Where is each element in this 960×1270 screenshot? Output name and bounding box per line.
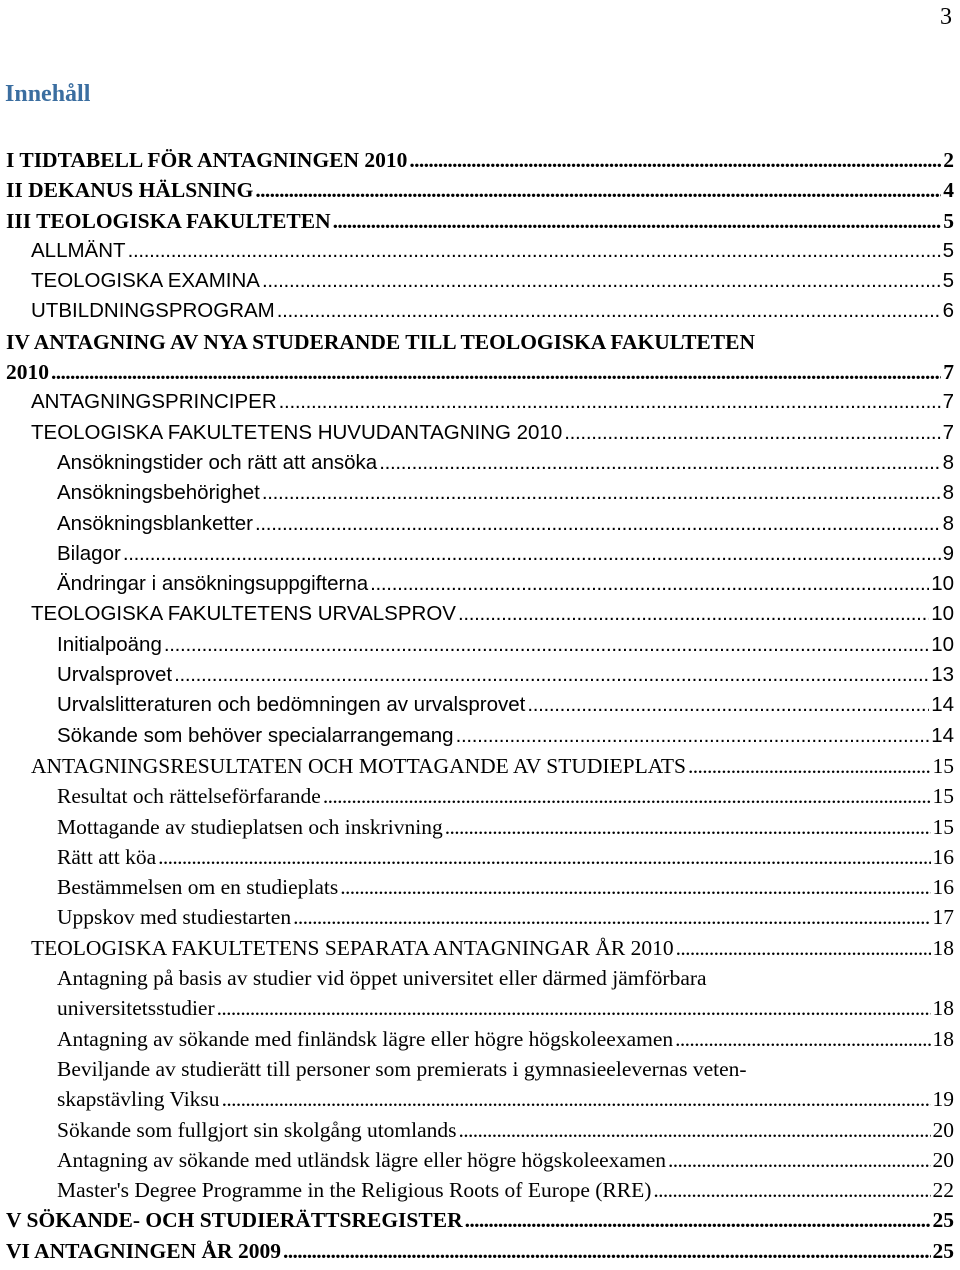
toc-entry-page: 25 xyxy=(932,1238,954,1263)
toc-entry[interactable] xyxy=(0,448,960,478)
toc-title: Innehåll xyxy=(5,81,91,107)
page-number: 3 xyxy=(940,4,952,30)
toc-entry[interactable] xyxy=(0,175,960,205)
toc-entry-text: Rätt att köa xyxy=(57,844,157,869)
toc-entry[interactable] xyxy=(0,569,960,599)
toc-entry-page: 14 xyxy=(931,693,954,717)
toc-entry-text: V SÖKANDE- OCH STUDIERÄTTSREGISTER xyxy=(6,1208,463,1233)
toc-entry[interactable] xyxy=(0,660,960,690)
toc-entry-page: 10 xyxy=(931,602,954,626)
toc-entry-text: Urvalsprovet xyxy=(57,663,173,687)
toc-entry[interactable] xyxy=(0,842,960,872)
dot-leader xyxy=(409,145,941,175)
toc-entry-page: 16 xyxy=(932,844,954,869)
toc-entry-text: Ansökningsblanketter xyxy=(57,511,254,535)
toc-entry-text: Ändringar i ansökningsuppgifterna xyxy=(57,572,369,596)
toc-entry-text: IV ANTAGNING AV NYA STUDERANDE TILL TEOLOGISKA FAKULTETEN xyxy=(6,329,755,354)
toc-entry[interactable] xyxy=(0,1054,960,1084)
toc-entry[interactable] xyxy=(0,266,960,296)
dot-leader xyxy=(370,569,929,599)
dot-leader xyxy=(379,448,940,478)
dot-leader xyxy=(51,357,941,387)
toc-entry-page: 7 xyxy=(942,420,954,444)
toc-entry-page: 22 xyxy=(932,1178,954,1203)
dot-leader xyxy=(255,175,941,205)
toc-entry-page: 9 xyxy=(942,541,954,565)
dot-leader xyxy=(653,1175,930,1205)
toc-entry-text: Sökande som fullgjort sin skolgång utomlands xyxy=(57,1117,457,1142)
toc-entry[interactable] xyxy=(0,418,960,448)
toc-entry[interactable] xyxy=(0,357,960,387)
toc-entry-text: TEOLOGISKA FAKULTETENS SEPARATA ANTAGNINGAR ÅR 2010 xyxy=(31,935,674,960)
toc-entry[interactable] xyxy=(0,1084,960,1114)
toc-entry[interactable] xyxy=(0,902,960,932)
toc-entry-page: 18 xyxy=(932,996,954,1021)
toc-entry-page: 17 xyxy=(932,905,954,930)
dot-leader xyxy=(527,690,929,720)
toc-entry[interactable] xyxy=(0,1175,960,1205)
dot-leader xyxy=(128,236,941,266)
toc-entry-text: Urvalslitteraturen och bedömningen av urvalsprovet xyxy=(57,693,526,717)
toc-entry[interactable] xyxy=(0,599,960,629)
dot-leader xyxy=(668,1145,931,1175)
toc-entry[interactable] xyxy=(0,1024,960,1054)
toc-entry-text: Master's Degree Programme in the Religious Roots of Europe (RRE) xyxy=(57,1178,652,1203)
toc-entry-text: Ansökningstider och rätt att ansöka xyxy=(57,450,378,474)
toc-entry[interactable] xyxy=(0,781,960,811)
toc-entry[interactable] xyxy=(0,1145,960,1175)
toc-entry[interactable] xyxy=(0,296,960,326)
toc-entry-text: III TEOLOGISKA FAKULTETEN xyxy=(6,208,331,233)
dot-leader xyxy=(323,781,931,811)
toc-entry[interactable] xyxy=(0,1115,960,1145)
table-of-contents xyxy=(0,145,960,1266)
dot-leader xyxy=(445,812,931,842)
toc-entry-text: VI ANTAGNINGEN ÅR 2009 xyxy=(6,1238,281,1263)
toc-entry-page: 8 xyxy=(942,511,954,535)
dot-leader xyxy=(459,1115,931,1145)
toc-entry[interactable] xyxy=(0,206,960,236)
toc-entry-text: Bilagor xyxy=(57,541,121,565)
toc-entry-page: 20 xyxy=(932,1147,954,1172)
dot-leader xyxy=(688,751,931,781)
toc-entry-text: skapstävling Viksu xyxy=(57,1087,220,1112)
toc-entry-page: 20 xyxy=(932,1117,954,1142)
toc-entry-text: Mottagande av studieplatsen och inskrivning xyxy=(57,814,443,839)
toc-entry-text: ANTAGNINGSPRINCIPER xyxy=(31,390,277,414)
toc-entry-text: TEOLOGISKA EXAMINA xyxy=(31,269,260,293)
dot-leader xyxy=(676,933,931,963)
toc-entry-text: Resultat och rättelseförfarande xyxy=(57,784,321,809)
toc-entry[interactable] xyxy=(0,327,960,357)
toc-entry-page: 19 xyxy=(932,1087,954,1112)
dot-leader xyxy=(340,872,930,902)
toc-entry[interactable] xyxy=(0,630,960,660)
dot-leader xyxy=(675,1024,930,1054)
toc-entry[interactable] xyxy=(0,721,960,751)
toc-entry-page: 16 xyxy=(932,875,954,900)
toc-entry-text: Sökande som behöver specialarrangemang xyxy=(57,723,454,747)
dot-leader xyxy=(123,539,941,569)
dot-leader xyxy=(279,387,941,417)
dot-leader xyxy=(293,902,930,932)
toc-entry-text: Uppskov med studiestarten xyxy=(57,905,292,930)
toc-entry[interactable] xyxy=(0,236,960,266)
toc-entry[interactable] xyxy=(0,1205,960,1235)
toc-entry-page: 8 xyxy=(942,450,954,474)
toc-entry-page: 15 xyxy=(932,753,954,778)
toc-entry-page: 5 xyxy=(943,208,954,233)
toc-entry-text: Beviljande av studierätt till personer som premierats i gymnasieelevernas veten- xyxy=(57,1056,747,1081)
toc-entry-page: 25 xyxy=(932,1208,954,1233)
toc-entry-page: 15 xyxy=(932,814,954,839)
dot-leader xyxy=(164,630,929,660)
toc-entry-page: 2 xyxy=(943,148,954,172)
toc-entry-page: 18 xyxy=(932,935,954,960)
toc-entry-page: 7 xyxy=(943,360,954,385)
toc-entry-page: 10 xyxy=(931,632,954,656)
toc-entry-page: 10 xyxy=(931,572,954,596)
toc-entry[interactable] xyxy=(0,145,960,175)
dot-leader xyxy=(333,206,942,236)
toc-entry[interactable] xyxy=(0,872,960,902)
toc-entry-page: 14 xyxy=(931,723,954,747)
toc-entry-page: 7 xyxy=(942,390,954,414)
dot-leader xyxy=(217,993,931,1023)
dot-leader xyxy=(456,721,930,751)
toc-entry-page: 18 xyxy=(932,1026,954,1051)
dot-leader xyxy=(262,266,941,296)
toc-entry-page: 6 xyxy=(942,299,954,323)
toc-entry[interactable] xyxy=(0,1236,960,1266)
dot-leader xyxy=(222,1084,931,1114)
dot-leader xyxy=(255,509,941,539)
toc-entry-text: I TIDTABELL FÖR ANTAGNINGEN 2010 xyxy=(6,148,408,172)
toc-entry-page: 5 xyxy=(942,238,954,262)
toc-entry-text: Antagning av sökande med utländsk lägre eller högre högskoleexamen xyxy=(57,1147,666,1172)
toc-entry[interactable] xyxy=(0,509,960,539)
toc-entry[interactable] xyxy=(0,690,960,720)
toc-entry-text: ALLMÄNT xyxy=(31,238,126,262)
dot-leader xyxy=(564,418,940,448)
dot-leader xyxy=(174,660,929,690)
dot-leader xyxy=(458,599,929,629)
toc-entry-text: ANTAGNINGSRESULTATEN OCH MOTTAGANDE AV STUDIEPLATS xyxy=(31,753,686,778)
toc-entry-text: II DEKANUS HÄLSNING xyxy=(6,178,254,203)
dot-leader xyxy=(262,478,941,508)
toc-entry[interactable] xyxy=(0,751,960,781)
toc-entry[interactable] xyxy=(0,812,960,842)
toc-entry-text: 2010 xyxy=(6,360,49,385)
toc-entry[interactable] xyxy=(0,963,960,993)
toc-entry-text: Antagning på basis av studier vid öppet universitet eller därmed jämförbara xyxy=(57,966,707,991)
dot-leader xyxy=(277,296,941,326)
toc-entry-text: UTBILDNINGSPROGRAM xyxy=(31,299,275,323)
toc-entry-page: 15 xyxy=(932,784,954,809)
toc-entry-text: Initialpoäng xyxy=(57,632,162,656)
toc-entry-text: TEOLOGISKA FAKULTETENS URVALSPROV xyxy=(31,602,456,626)
dot-leader xyxy=(465,1205,931,1235)
dot-leader xyxy=(283,1236,931,1266)
toc-entry[interactable] xyxy=(0,993,960,1023)
toc-entry-text: Bestämmelsen om en studieplats xyxy=(57,875,339,900)
toc-entry-text: Ansökningsbehörighet xyxy=(57,481,260,505)
toc-entry-text: universitetsstudier xyxy=(57,996,215,1021)
toc-entry-text: TEOLOGISKA FAKULTETENS HUVUDANTAGNING 2010 xyxy=(31,420,563,444)
toc-entry-page: 8 xyxy=(942,481,954,505)
toc-entry[interactable] xyxy=(0,539,960,569)
toc-entry[interactable] xyxy=(0,387,960,417)
dot-leader xyxy=(158,842,930,872)
toc-entry[interactable] xyxy=(0,478,960,508)
toc-entry-page: 5 xyxy=(942,269,954,293)
toc-entry-page: 4 xyxy=(943,178,954,203)
toc-entry-page: 13 xyxy=(931,663,954,687)
toc-entry-text: Antagning av sökande med finländsk lägre eller högre högskoleexamen xyxy=(57,1026,674,1051)
toc-entry[interactable] xyxy=(0,933,960,963)
